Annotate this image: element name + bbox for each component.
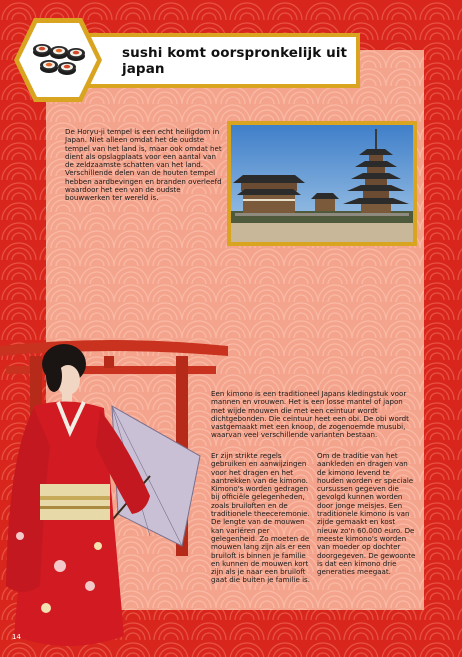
page-title: sushi komt oorspronkelijk uit japan [122,44,348,77]
title-banner-inner [88,37,356,84]
temple-photo [227,121,417,246]
sushi-rolls-icon [12,16,104,104]
geisha-illustration [0,336,240,656]
kimono-intro-paragraph: Een kimono is een traditioneel Japans kledingstuk voor mannen en vrouwen. Het is een losse mantel of japon met wijde mouwen die met een ceintuur wordt dichtgebonden. Die ceintuur heet een obi. De obi wordt vastgemaakt met een knoop, de zogenoemde musubi, waarvan veel verschillende varianten bestaan. [211,389,409,440]
kimono-tradition-paragraph: Om de traditie van het aankleden en dragen van de kimono levend te houden worden er speciale cursussen gegeven die gevolgd kunnen worden door jonge meisjes. Een traditionele kimono is van zijde gemaakt en kost nieuw zo'n 60.000 euro. De meeste kimono's worden van moeder op dochter doorgegeven. De gewoonte is dat een kimono drie generaties meegaat. [317,451,416,577]
title-banner [84,33,360,88]
temple-image [231,125,413,242]
kimono-rules-paragraph: Er zijn strikte regels gebruiken en aanwijzingen voor het dragen en het aantrekken van de kimono. Kimono's worden gedragen bij officiële gelegenheden, zoals bruiloften en de traditionele theeceremonie. De lengte van de mouwen kan variëren per gelegenheid. Zo moeten de mouwen lang zijn als er een bruiloft is binnen je familie en kunnen de mouwen kort zijn als je naar een bruiloft gaat die buiten je familie is. [211,451,311,585]
page-number: 14 [12,633,21,641]
intro-paragraph: De Horyu-ji tempel is een echt heiligdom in Japan. Niet alleen omdat het de oudste tempel van het land is, maar ook omdat het dient als opslagplaats voor een aantal van de zeldzaamste schatten van het land. Verschillende delen van de houten tempel hebben aardbevingen en branden overleefd waardoor het een van de oudste bouwwerken ter wereld is. [65,127,222,203]
